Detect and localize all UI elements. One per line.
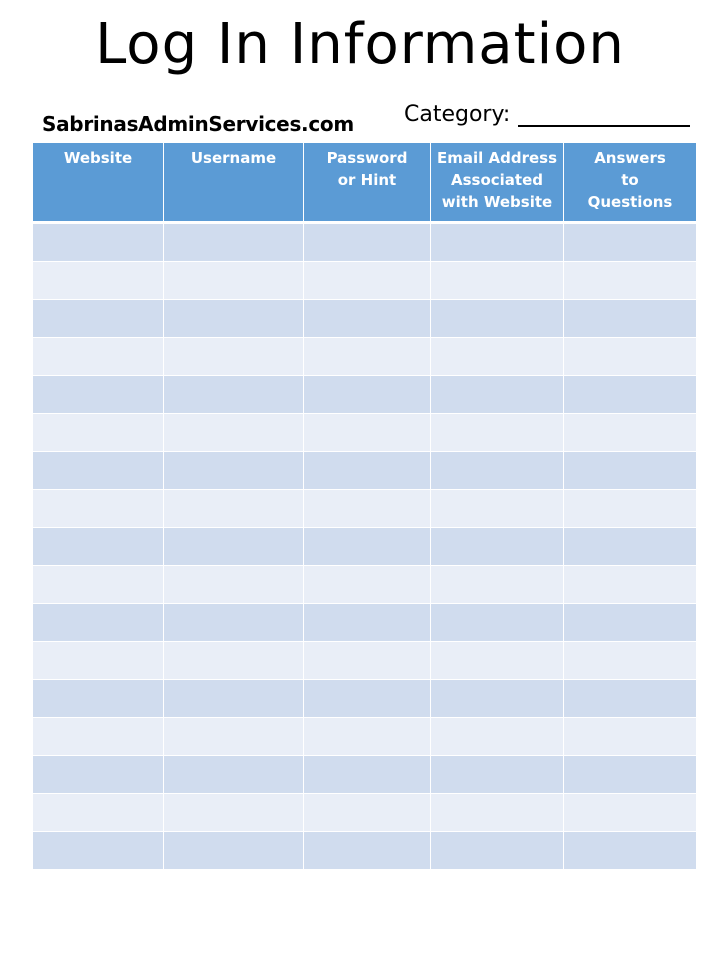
cell-answers[interactable] [564, 338, 697, 376]
table-row [33, 300, 697, 338]
login-info-table [32, 143, 697, 870]
cell-username[interactable] [164, 756, 304, 794]
cell-username[interactable] [164, 832, 304, 870]
cell-password[interactable] [304, 262, 431, 300]
cell-password[interactable] [304, 642, 431, 680]
cell-email[interactable] [431, 300, 564, 338]
table-row [33, 452, 697, 490]
cell-email[interactable] [431, 376, 564, 414]
cell-answers[interactable] [564, 566, 697, 604]
cell-email[interactable] [431, 262, 564, 300]
table-row [33, 642, 697, 680]
cell-website[interactable] [33, 452, 164, 490]
cell-password[interactable] [304, 490, 431, 528]
column-header-username: Username [164, 143, 304, 223]
cell-website[interactable] [33, 794, 164, 832]
cell-website[interactable] [33, 566, 164, 604]
cell-password[interactable] [304, 604, 431, 642]
table-row [33, 718, 697, 756]
cell-answers[interactable] [564, 414, 697, 452]
table-row [33, 376, 697, 414]
cell-answers[interactable] [564, 376, 697, 414]
table-row [33, 223, 697, 262]
cell-password[interactable] [304, 680, 431, 718]
table-row [33, 680, 697, 718]
site-name: SabrinasAdminServices.com [42, 112, 354, 136]
cell-email[interactable] [431, 718, 564, 756]
table-row [33, 338, 697, 376]
table-row [33, 414, 697, 452]
cell-password[interactable] [304, 223, 431, 262]
cell-answers[interactable] [564, 642, 697, 680]
cell-answers[interactable] [564, 490, 697, 528]
cell-password[interactable] [304, 718, 431, 756]
page-title: Log In Information [95, 12, 625, 77]
table-row [33, 604, 697, 642]
header-row [33, 143, 697, 223]
cell-answers[interactable] [564, 794, 697, 832]
cell-email[interactable] [431, 223, 564, 262]
cell-website[interactable] [33, 604, 164, 642]
cell-website[interactable] [33, 414, 164, 452]
category-label: Category: [404, 102, 511, 127]
cell-username[interactable] [164, 300, 304, 338]
cell-website[interactable] [33, 223, 164, 262]
cell-email[interactable] [431, 756, 564, 794]
cell-password[interactable] [304, 414, 431, 452]
cell-email[interactable] [431, 566, 564, 604]
cell-email[interactable] [431, 794, 564, 832]
cell-username[interactable] [164, 376, 304, 414]
cell-password[interactable] [304, 338, 431, 376]
cell-email[interactable] [431, 832, 564, 870]
cell-password[interactable] [304, 452, 431, 490]
category-blank-line[interactable] [518, 103, 690, 127]
cell-password[interactable] [304, 528, 431, 566]
table-row [33, 528, 697, 566]
table-row [33, 794, 697, 832]
category-field [404, 102, 690, 127]
cell-username[interactable] [164, 414, 304, 452]
cell-username[interactable] [164, 680, 304, 718]
table-row [33, 566, 697, 604]
cell-username[interactable] [164, 718, 304, 756]
cell-website[interactable] [33, 680, 164, 718]
cell-website[interactable] [33, 338, 164, 376]
column-header-website: Website [33, 143, 164, 223]
cell-website[interactable] [33, 832, 164, 870]
cell-website[interactable] [33, 756, 164, 794]
cell-email[interactable] [431, 452, 564, 490]
table-row [33, 262, 697, 300]
cell-website[interactable] [33, 376, 164, 414]
cell-website[interactable] [33, 300, 164, 338]
cell-password[interactable] [304, 566, 431, 604]
cell-password[interactable] [304, 376, 431, 414]
cell-answers[interactable] [564, 452, 697, 490]
cell-password[interactable] [304, 756, 431, 794]
cell-password[interactable] [304, 794, 431, 832]
cell-email[interactable] [431, 490, 564, 528]
table-body [33, 223, 697, 870]
column-header-password: Password or Hint [304, 143, 431, 223]
cell-email[interactable] [431, 414, 564, 452]
cell-username[interactable] [164, 566, 304, 604]
cell-answers[interactable] [564, 604, 697, 642]
table-row [33, 756, 697, 794]
cell-username[interactable] [164, 642, 304, 680]
cell-answers[interactable] [564, 718, 697, 756]
cell-website[interactable] [33, 528, 164, 566]
column-header-email: Email Address Associated with Website [431, 143, 564, 223]
cell-answers[interactable] [564, 528, 697, 566]
cell-answers[interactable] [564, 832, 697, 870]
cell-username[interactable] [164, 452, 304, 490]
cell-username[interactable] [164, 604, 304, 642]
cell-username[interactable] [164, 262, 304, 300]
cell-website[interactable] [33, 642, 164, 680]
cell-website[interactable] [33, 262, 164, 300]
column-header-answers: Answers to Questions [564, 143, 697, 223]
cell-username[interactable] [164, 490, 304, 528]
cell-password[interactable] [304, 832, 431, 870]
cell-username[interactable] [164, 528, 304, 566]
cell-email[interactable] [431, 642, 564, 680]
cell-username[interactable] [164, 794, 304, 832]
cell-answers[interactable] [564, 262, 697, 300]
cell-website[interactable] [33, 490, 164, 528]
cell-email[interactable] [431, 338, 564, 376]
cell-email[interactable] [431, 528, 564, 566]
cell-website[interactable] [33, 718, 164, 756]
cell-username[interactable] [164, 223, 304, 262]
cell-username[interactable] [164, 338, 304, 376]
cell-email[interactable] [431, 680, 564, 718]
cell-answers[interactable] [564, 300, 697, 338]
table-row [33, 490, 697, 528]
cell-answers[interactable] [564, 223, 697, 262]
cell-answers[interactable] [564, 756, 697, 794]
cell-password[interactable] [304, 300, 431, 338]
table-row [33, 832, 697, 870]
cell-answers[interactable] [564, 680, 697, 718]
cell-email[interactable] [431, 604, 564, 642]
